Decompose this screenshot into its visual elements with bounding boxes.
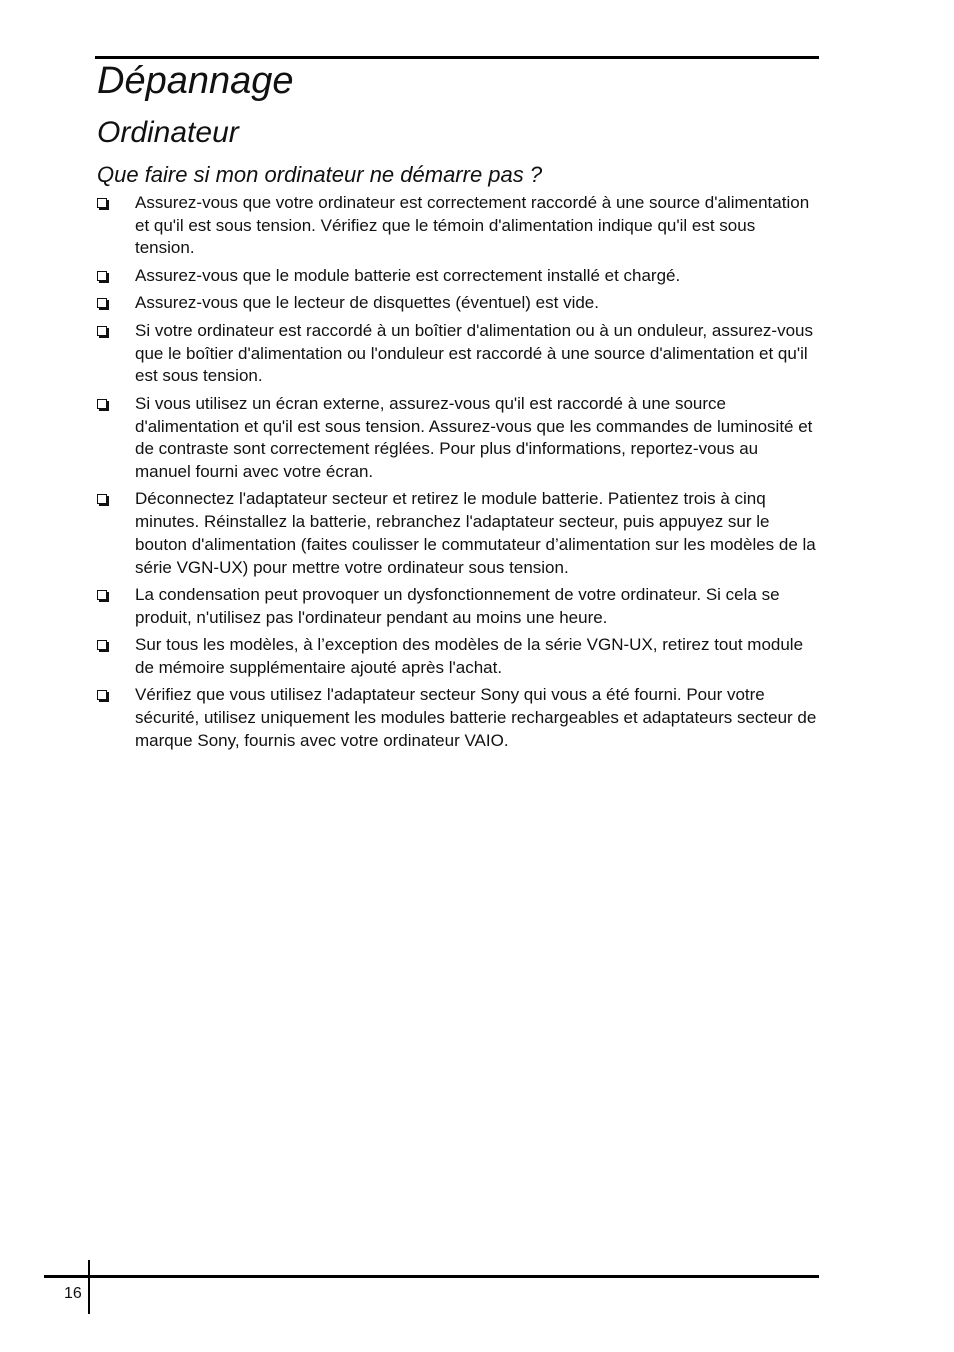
page-number: 16 xyxy=(64,1285,82,1302)
list-item-text: Vérifiez que vous utilisez l'adaptateur secteur Sony qui vous a été fourni. Pour votre sécurité, utilisez uniquement les modules batterie rechargeables et adaptateurs secteur de marque Sony, fournis avec votre ordinateur VAIO. xyxy=(135,685,817,750)
checkbox-icon xyxy=(97,198,107,208)
list-item xyxy=(96,393,818,484)
page-title: Dépannage xyxy=(97,60,294,102)
list-item xyxy=(96,634,818,679)
list-item xyxy=(96,684,818,752)
list-item-text: Assurez-vous que le lecteur de disquettes (éventuel) est vide. xyxy=(135,293,599,313)
list-item-text: Sur tous les modèles, à l’exception des modèles de la série VGN-UX, retirez tout module de mémoire supplémentaire ajouté après l'achat. xyxy=(135,635,804,677)
list-item xyxy=(96,265,818,288)
list-item-text: Déconnectez l'adaptateur secteur et retirez le module batterie. Patientez trois à cinq minutes. Réinstallez la batterie, rebranchez l'adaptateur secteur, puis appuyez sur le bouton d'alimentation (faites coulisser le commutateur d’alimentation sur les modèles de la série VGN-UX) pour mettre votre ordinateur sous tension. xyxy=(135,489,816,577)
list-item xyxy=(96,292,818,315)
list-item xyxy=(96,192,818,260)
checkbox-icon xyxy=(97,494,107,504)
list-item-text: Si vous utilisez un écran externe, assurez-vous qu'il est raccordé à une source d'alimentation et qu'il est sous tension. Assurez-vous que les commandes de luminosité et de contraste sont correctement réglées. Pour plus d'informations, reportez-vous au manuel fourni avec votre écran. xyxy=(135,393,813,481)
checkbox-icon xyxy=(97,640,107,650)
checkbox-icon xyxy=(97,326,107,336)
checkbox-icon xyxy=(97,298,107,308)
checkbox-icon xyxy=(97,271,107,281)
footer-divider xyxy=(88,1260,90,1314)
subsection-heading: Que faire si mon ordinateur ne démarre pas ? xyxy=(97,162,543,187)
list-item-text: La condensation peut provoquer un dysfonctionnement de votre ordinateur. Si cela se produit, n'utilisez pas l'ordinateur pendant au moins une heure. xyxy=(135,585,780,627)
list-item-text: Si votre ordinateur est raccordé à un boîtier d'alimentation ou à un onduleur, assurez-vous que le boîtier d'alimentation ou l'onduleur est raccordé à une source d'alimentation et qu'il est sous tension. xyxy=(135,320,813,386)
list-item-text: Assurez-vous que votre ordinateur est correctement raccordé à une source d'alimentation et qu'il est sous tension. Vérifiez que le témoin d'alimentation indique qu'il est sous tension. xyxy=(135,193,810,258)
section-heading: Ordinateur xyxy=(97,116,239,149)
list-item xyxy=(96,488,818,579)
list-item xyxy=(96,320,818,388)
checkbox-icon xyxy=(97,690,107,700)
footer-rule xyxy=(44,1275,819,1278)
troubleshooting-checklist xyxy=(96,192,818,757)
checkbox-icon xyxy=(97,399,107,409)
list-item xyxy=(96,584,818,629)
checkbox-icon xyxy=(97,590,107,600)
list-item-text: Assurez-vous que le module batterie est correctement installé et chargé. xyxy=(135,265,681,285)
